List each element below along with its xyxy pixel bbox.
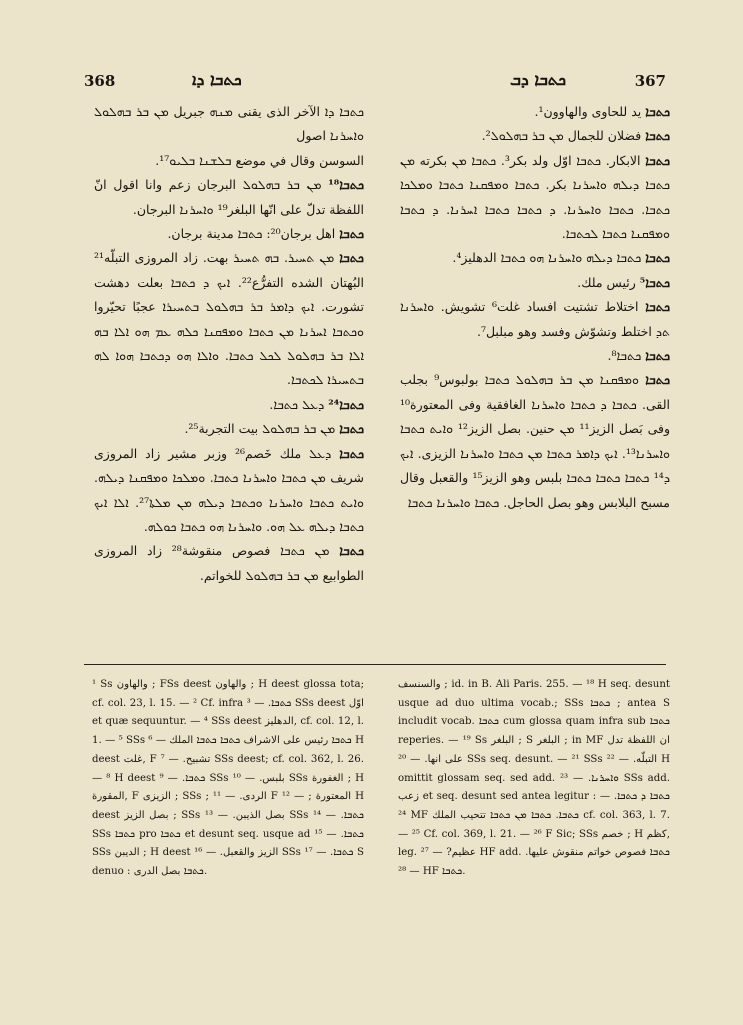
entry-head: ܟܬܒܐ [645,299,670,315]
entry [94,222,364,246]
entry-text: ܡܢ ܟܬܒܐ فصوص منقوشة²⁸ زاد المروزى الطوابيع ܡܢ ܒܪ ܒܗܠܘܠ للخواتم. [94,543,364,583]
entry-text: اختلاط تشتيت افساد غلت⁶ تشويش. ܘܐܚܪܢܐ ܬܕ اختلط وتشوّش وفسد وهو مبلبل⁷. [400,299,670,339]
entry-text: اهل برجان²⁰: ܟܬܒܐ مدينة برجان. [167,226,336,242]
entry-head: ܟܬܒܐ [645,250,670,266]
entry [94,173,364,222]
entry-text: يد للحاوى والهاوون¹. [534,104,642,119]
entry [400,100,670,124]
right-text-column [400,100,670,645]
entry [94,149,364,173]
entry-head: ܟܬܒܐ [339,445,364,461]
footnote-divider [84,664,666,665]
entry [400,149,670,247]
entry-head: ܟܬܒܐ [339,250,364,266]
left-text-column [94,100,364,645]
entry [400,344,670,368]
left-page-number: 368 [84,72,116,90]
entry-text: ܟܬܒܐ ܕܝܠܗ ܘܐܚܪܢܐ ܗܘ ܟܬܒܐ الدهليز⁴. [452,250,642,266]
entry [94,417,364,441]
entry [400,271,670,295]
left-footnotes [92,676,364,936]
page-header [84,68,666,96]
entry-text: الابكار. ܟܬܒܐ اوّل ولد بكر³. ܟܬܒܐ ܡܢ بكرته ܡܢ ܟܬܒܐ ܕܝܠܗ ܘܐܚܪܢܐ بكر. ܟܬܒܐ ܘܡܦܩܢܐ ܟܬܒܐ ܘܡܠܟܐ ܟܬܒܐ. ܟܬܒܐ ܘܐܚܪܢܐ. ܕ ܟܬܒܐ ܟܬܒܐ ܐܚܪܢܐ. ܕ ܟܬܒܐ ܘܡܦܩܢܐ ܟܬܒܐ ܠܟܬܒܐ. [400,152,670,242]
left-running-title: ܟܬܒܐ ܕܐ [192,70,242,89]
entry-head: ܟܬܒܐ [339,543,364,559]
entry-text: ܡܢ ܒܪ ܒܗܠܘܠ البرجان زعم وانا اقول انّ اللفظة تدلّ على انّها البلغر¹⁹ ܘܐܚܪܢܐ البرجان. [94,177,364,217]
entry [94,442,364,540]
entry [94,100,364,149]
entry-text: رئيس ملك. [577,274,636,290]
entry-head: ܟܬܒܐ [645,348,670,364]
entry-head: ܟܬܒܐ [645,152,670,168]
right-page-number: 367 [634,72,666,90]
entry [400,246,670,270]
right-running-title: ܟܬܒܐ ܕܒ [510,70,567,89]
entry [400,368,670,514]
footnote-block: ¹ Ss والهاون ; FSs deest والهاون ; H deest glossa tota; cf. col. 23, l. 15. — ² Cf. infra ܟܬܒܐ. — ³ SSs deest اوّل et quæ sequuntur. — ⁴ SSs deest الدهليز, cf. col. 12, l. 1. — ⁵ SSs ܟܬܒܐ رئيس على الاشراف ܟܬܒܐ ܟܬܒܐ الملك — ⁶ H deest غلت, F تشبيح. — ⁷ SSs deest; cf. col. 362, l. 26. — ⁸ H deest ܟܬܒܐ. — ⁹ SSs بلبس. — ¹⁰ SSs الغفورة ; H المقورة, F الزيزى ; SSs ; الردى. — ¹¹ F المعتورة ; — ¹² H deest بصل الزيز ; SSs بصل الذيبن. — ¹³ SSs ܟܬܒܐ. — ¹⁴ SSs ܟܬܒܐ pro ܟܬܒܐ et desunt seq. usque ad ܟܬܒܐ. — ¹⁵ SSs الديبن ; H deest الزيز والقعبل. — ¹⁶ SSs ܟܬܒܐ. — ¹⁷ S denuo : ܟܬܒܐ بصل الدرى. [92,679,364,878]
entry [400,295,670,344]
entry-text: ܟܬܒܐ⁸. [607,348,642,364]
entry-head: ܟܬܒܐ¹⁸ [328,177,364,193]
footnote-block: والسنسف ; id. in B. Ali Paris. 255. — ¹⁸ H seq. desunt usque ad duo ultima vocab.; SSs ܟܬܒܐ ; antea S includit vocab. ܟܬܒܐ cum glossa quam infra sub ܟܬܒܐ reperies. — ¹⁹ Ss البلغر ; S البلغر ; in MF ان اللفظة تدل على انها. — ²⁰ SSs seq. desunt. — ²¹ SSs التبلّه. — ²² H omittit glossam seq. sed add. ܘܐܚܪܢܐ. — ²³ SSs add. زعب et seq. desunt sed antea legitur : ܟܬܒܐ ܕ ܟܬܒܐ. — ²⁴ MF ܟܬܒܐ. ܟܬܒܐ ܡܢ ܟܬܒܐ تتحيب الملك cf. col. 363, l. 7. — ²⁵ Cf. col. 369, l. 21. — ²⁶ F Sic; SSs خصم ; H كظم, leg. عظيم? — ²⁷ HF add. ܟܬܒܐ فصوص خواتم منقوش عليها. — ²⁸ HF ܟܬܒܐ. [398,679,670,878]
entry-text: فضلان للجمال ܡܢ ܒܪ ܒܗܠܘܠ². [481,128,642,144]
entry-text: ܘܡܦܩܢܐ ܡܢ ܒܪ ܒܗܠܘܠ ܟܬܒܐ بولبوس⁹ بجلب القى. ܟܬܒܐ ܕ ܟܬܒܐ ܘܐܚܪܢܐ الغافقية وفى المعتورة¹⁰ وفى بَصل الزيز¹¹ ܡܢ حنين. بصل الزيز¹² ܘܐܝܬ ܟܬܒܐ ܘܐܚܪܢܐ¹³. ܐܝܟ ܕܐܡܪ ܟܬܒܐ ܡܢ ܟܬܒܐ ܘܐܚܪܢܐ الزيزى. ܐܝܟ ܕ¹⁴ ܟܬܒܐ ܟܬܒܐ ܟܬܒܐ بلبس وهو الزيز¹⁵ والقعبل وقال مسبح البلابس وهو بصل الحاجل. ܟܬܒܐ ܘܐܚܪܢܐ ܟܬܒܐ [400,372,670,510]
entry-text: ܕܥܠ ܟܬܒܐ. [269,396,325,412]
entry-head: ܟܬܒܐ [645,104,670,119]
entry-head: ܟܬܒܐ⁵ [639,274,670,290]
entry [400,124,670,148]
entry-text: ܟܬܒܐ ܕܐ الآخر الذى يقنى ܡܢܗ جبريل ܡܢ ܒܪ ܒܗܠܘܠ ܘܐܚܪܢܐ اصول [94,104,364,144]
right-footnotes [398,676,670,936]
entry-head: ܟܬܒܐ²⁴ [328,396,364,412]
entry [94,393,364,417]
entry-text: ܡܢ ܒܪ ܒܗܠܘܠ بيت التجربة²⁵. [184,421,336,437]
entry-head: ܟܬܒܐ [645,128,670,144]
entry-head: ܟܬܒܐ [339,226,364,242]
entry [94,246,364,392]
entry-head: ܟܬܒܐ [645,372,670,388]
entry-head: ܟܬܒܐ [339,421,364,437]
entry [94,539,364,588]
entry-text: السوسن وقال في موضع ܒܠܫܢܐ ܒܠܝܘ¹⁷. [155,152,364,168]
entry-text: ܡܢ ܬܚܝܪ. ܒܗ ܬܚܝܪ بهت. زاد المروزى التبلّه²¹ البُهتان الشده التفرُّع²². ܐܝܟ ܕ ܟܬܒܐ بعلت دهشت تشورت. ܐܝܟ ܕܐܡܪ ܒܪ ܒܗܠܘܠ ܒܬܚܝܪܐ عجبًا تحيّروا ܘܟܬܒܐ ܐܚܪܢܐ ܡܢ ܟܬܒܐ ܘܡܦܩܢܐ ܟܠܗ ܥܡ ܗܘ ܐܠܐ ܒܗ ܐܠܐ ܒܪ ܒܗܠܘܠ ܠܟܠ ܟܬܒܐ. ܘܐܠܐ ܗܘ ܕܟܬܒܐ ܗܘܐ ܠܗ ܒܬܚܝܪܐ ܠܟܬܒܐ. [94,250,364,388]
entry-text: ܕܥܠ ملك خَصم²⁶ وزبر مشير زاد المروزى شريف ܡܢ ܟܬܒܐ ܘܐܚܪܢܐ ܟܬܒܐ. ܘܡܠܟܐ ܘܡܦܩܢܐ ܕܝܠܗ. ܘܐܝܬ ܟܬܒܐ ܘܐܚܪܢܐ ܘܟܬܒܐ ܕܝܠܗ ܡܢ ܡܠܬܐ²⁷. ܐܠܐ ܐܝܟ ܟܬܒܐ ܕܝܠܗ ܥܠ ܗܘ. ܘܐܚܪܢܐ ܗܘ ܟܬܒܐ ܟܘܠܗ. [94,445,364,534]
